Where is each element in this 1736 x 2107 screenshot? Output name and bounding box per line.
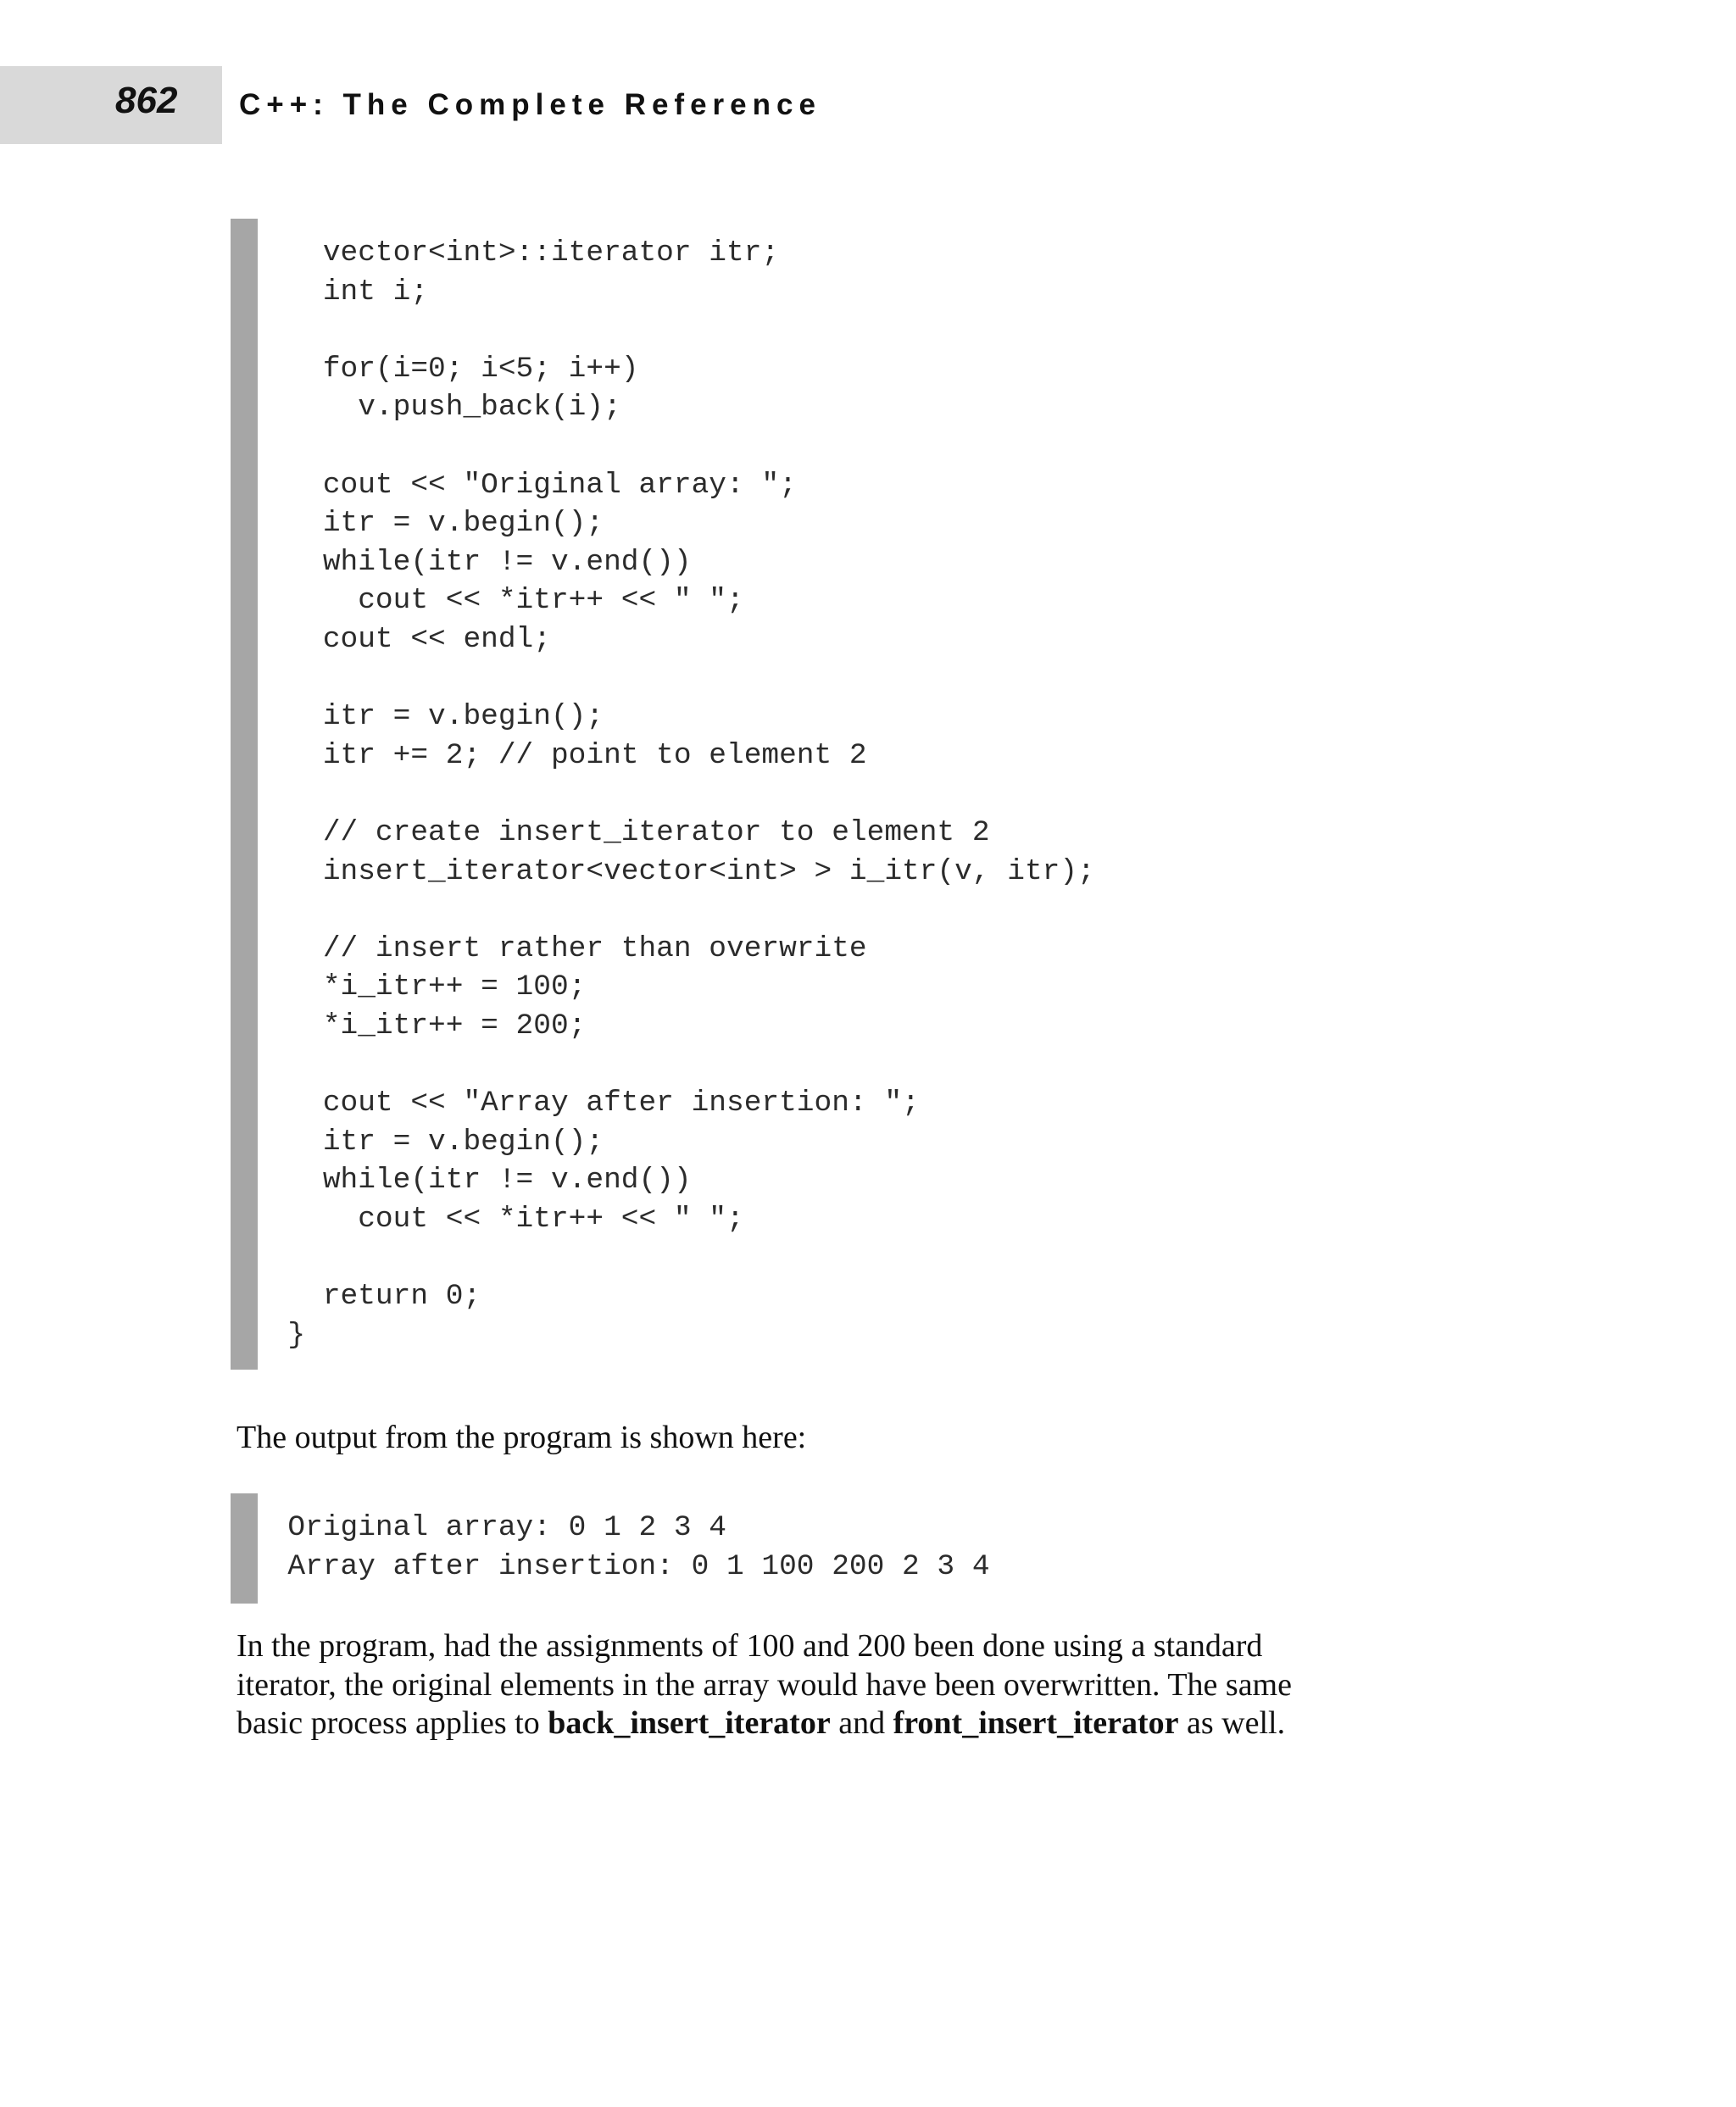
program-output: Original array: 0 1 2 3 4 Array after insertion: 0 1 100 200 2 3 4 [287,1511,990,1583]
output-intro-text: The output from the program is shown here: [236,1420,807,1455]
paragraph-line-3-middle: and [830,1705,893,1741]
back-insert-iterator-term: back_insert_iterator [548,1705,831,1741]
code-listing: vector<int>::iterator itr; int i; for(i=0; i<5; i++) v.push_back(i); cout << "Original array: "; itr = v.begin(); while(itr != v.end()) cout << *itr++ << " "; cout << endl; itr = v.begin(); itr += 2; // point to element 2 // create insert_iterator to element 2 insert_iterator<vector<int> > i_itr(v, itr); // insert rather than overwrite *i_itr++ = 100; *i_itr++ = 200; cout << "Array after insertion: "; itr = v.begin(); while(itr != v.end()) cout << *itr++ << " "; return 0; } [287,236,1095,1352]
front-insert-iterator-term: front_insert_iterator [893,1705,1179,1741]
page-number: 862 [115,80,178,121]
paragraph-line-1: In the program, had the assignments of 100 and 200 been done using a standard [236,1628,1263,1664]
page-number-tab [0,66,222,144]
explanation-paragraph [236,1627,1292,1743]
paragraph-line-3-start: basic process applies to [236,1705,548,1741]
paragraph-line-3-end: as well. [1178,1705,1286,1741]
running-title: C++: The Complete Reference [239,88,821,121]
paragraph-line-2: iterator, the original elements in the array would have been overwritten. The same [236,1666,1292,1703]
